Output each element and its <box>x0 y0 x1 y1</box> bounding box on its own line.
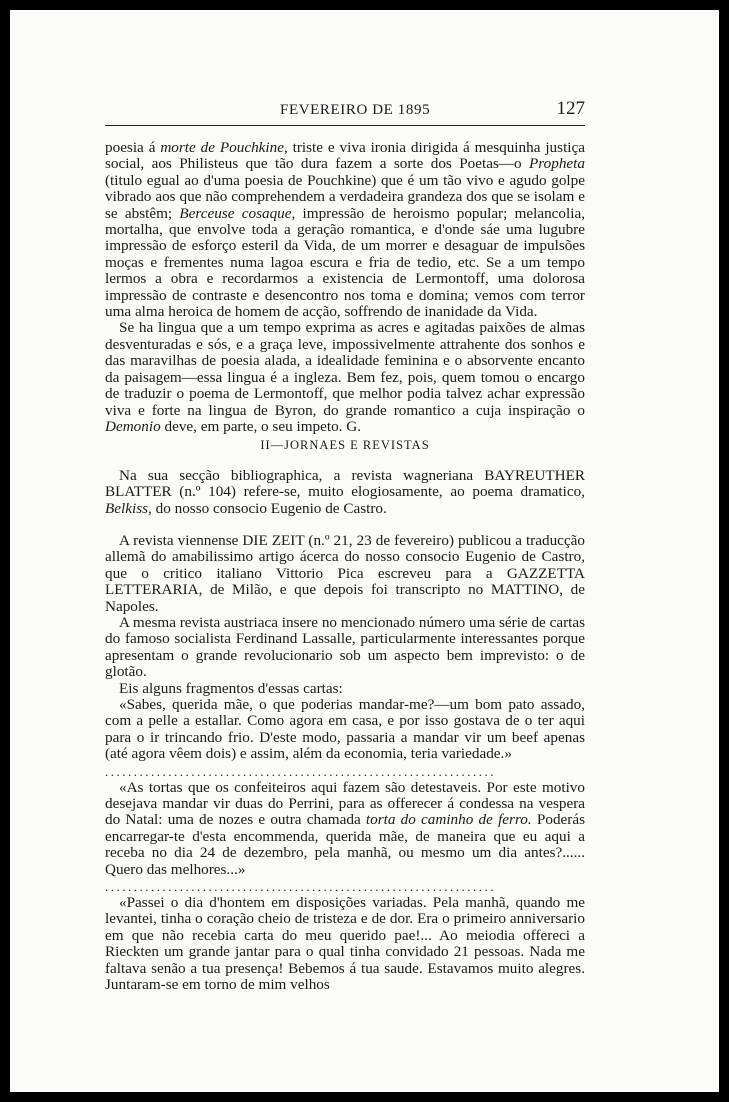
quote-letter-1: «Sabes, querida mãe, o que poderias mandar-me?—um bom pato assado, com a pelle a estallar. Como agora em casa, e por isso gostava de o ter aqui para o ir trincando frio. D'este modo, passaria a mandar vir um beef apenas (até agora vêem dois) e assim, além da economia, teria variedade.» <box>105 696 585 763</box>
paragraph-fragments-intro: Eis alguns fragmentos d'essas cartas: <box>119 679 343 697</box>
paragraph-die-zeit: A revista viennense DIE ZEIT (n.º 21, 23 de fevereiro) publicou a traducção allemã do amabilissimo artigo ácerca do nosso consocio Eugenio de Castro, que o critico italiano Vittorio Pica escreveu para a GAZZETTA LETTERARIA, de Milão, e que depois foi transcripto no MATTINO, de Napoles. <box>105 531 585 615</box>
header-rule <box>105 125 585 126</box>
page-number: 127 <box>556 98 585 119</box>
book-page <box>10 10 719 1092</box>
paragraph-lermontoff-poems: poesia á morte de Pouchkine, triste e viva ironia dirigida á mesquinha justiça social, aos Philisteus que tão dura fazem a sorte dos Poetas—o Propheta (titulo egual ao d'uma poesia de Pouchkine) que é um tão vivo e agudo golpe vibrado aos que não comprehendem a verdadeira grandeza dos que se isolam e se abstêm; Berceuse cosaque, impressão de heroismo popular; melancolia, mortalha, que envolve toda a geração romantica, e d'onde sáe uma lugubre impressão de esforço esteril da Vida, de um morrer e desaguar de impulsões moças e frementes numa lagoa escura e fria de tedio, etc. Se a um tempo lermos a obra e recordarmos a existencia de Lermontoff, uma dolorosa impressão de contraste e desencontro nos toma e domina; vemos com terror uma alma heroica de homem de acção, soffrendo de inanidade da Vida. <box>105 139 585 321</box>
quote-letter-3: «Passei o dia d'hontem em disposições variadas. Pela manhã, quando me levantei, tinha o coração cheio de tristeza e de dor. Era o primeiro anniversario em que não recebia carta do meu querido pae!... Ao meiodia offereci a Rieckten um grande jantar para o qual tinha convidado 21 pessoas. Nada me faltava senão a tua presença! Bebemos á tua saude. Estavamos muito alegres. Juntaram-se em torno de mim velhos <box>105 894 585 994</box>
page-header <box>105 96 585 120</box>
ellipsis-separator: .................................................................... <box>105 765 496 778</box>
quote-letter-2: «As tortas que os confeiteiros aqui fazem são detestaveis. Por este motivo desejava mandar vir duas do Perrini, para as offerecer á condessa na vespera do Natal: uma de nozes e outra chamada torta do caminho de ferro. Poderás encarregar-te d'esta encommenda, querida mãe, de maneira que eu aqui a receba no dia 24 de dezembro, pela manhã, ou mesmo um dia antes?...... Quero das melhores...» <box>105 778 585 878</box>
ellipsis-separator: .................................................................... <box>105 881 496 894</box>
running-title: FEVEREIRO DE 1895 <box>280 102 431 118</box>
section-heading: II—JORNAES E REVISTAS <box>260 438 430 453</box>
body-text <box>105 140 585 994</box>
paragraph-bayreuther-blatter: Na sua secção bibliographica, a revista wagneriana BAYREUTHER BLATTER (n.º 104) refere-se, muito elogiosamente, ao poema dramatico, Belkiss, do nosso consocio Eugenio de Castro. <box>105 466 585 517</box>
paragraph-lassalle-letters: A mesma revista austriaca insere no mencionado número uma série de cartas do famoso socialista Ferdinand Lassalle, particularmente interessantes porque apresentam o grande revolucionario sob um aspecto bem imprevisto: o de glotão. <box>105 613 585 681</box>
paragraph-english-language: Se ha lingua que a um tempo exprima as acres e agitadas paixões de almas desventuradas e sós, e a graça leve, impossivelmente attrahente dos sonhos e das maravilhas de poesia alada, a idealidade feminina e o absorvente encanto da paisagem—essa lingua é a ingleza. Bem fez, pois, quem tomou o encargo de traduzir o poema de Lermontoff, que melhor podia talvez achar expressão viva e forte na lingua de Byron, do grande romantico a cuja inspiração o Demonio deve, em parte, o seu impeto. G. <box>105 319 585 435</box>
